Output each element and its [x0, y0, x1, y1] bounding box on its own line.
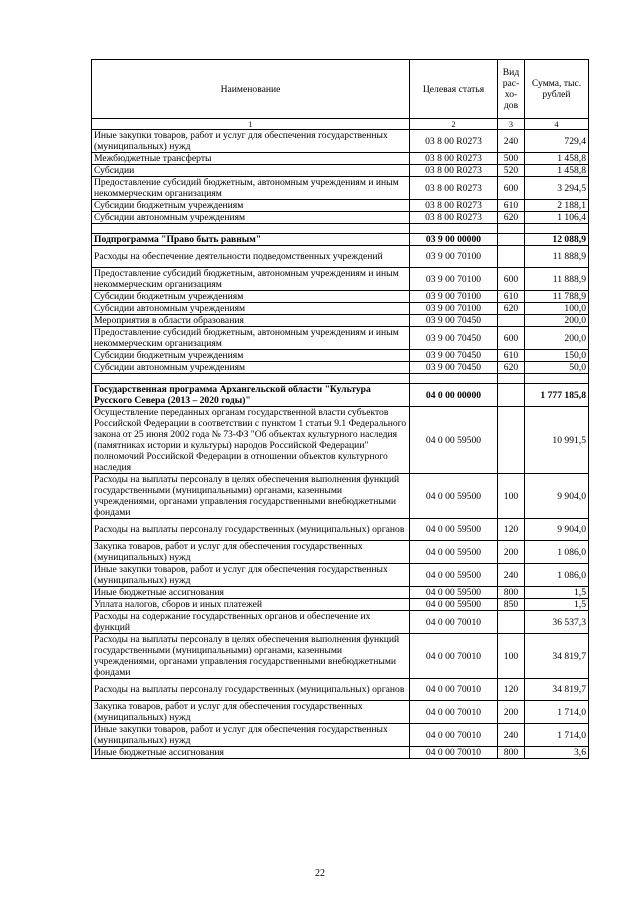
- table-row: [92, 200, 589, 212]
- row-type: 620: [498, 362, 525, 374]
- row-name: Расходы на обеспечение деятельности подведомственных учреждений: [92, 246, 410, 268]
- row-sum: 1 106,4: [525, 212, 589, 224]
- header-sum: Сумма, тыс. рублей: [525, 60, 589, 119]
- column-number: 4: [525, 119, 589, 130]
- column-number: 2: [410, 119, 498, 130]
- row-code: 03 9 00 70100: [410, 291, 498, 303]
- row-name: Субсидии бюджетным учреждениям: [92, 200, 410, 212]
- row-sum: 9 904,0: [525, 474, 589, 519]
- row-sum: [525, 224, 589, 234]
- row-sum: 1 086,0: [525, 541, 589, 564]
- row-sum: 9 904,0: [525, 519, 589, 541]
- row-sum: 150,0: [525, 350, 589, 362]
- table-row: [92, 701, 589, 724]
- table-body: [92, 130, 589, 759]
- row-name: Расходы на содержание государственных органов и обеспечение их функций: [92, 611, 410, 634]
- row-name: Расходы на выплаты персоналу в целях обеспечения выполнения функций государственными (муниципальными) органами, казенными учреждениями, органами управления государственными внебюджетными фондами: [92, 634, 410, 679]
- row-code: 03 8 00 R0273: [410, 200, 498, 212]
- row-code: 03 8 00 R0273: [410, 165, 498, 177]
- row-name: Субсидии бюджетным учреждениям: [92, 350, 410, 362]
- table-row: [92, 747, 589, 759]
- row-sum: 12 088,9: [525, 234, 589, 246]
- row-sum: 1 714,0: [525, 724, 589, 747]
- row-code: 04 0 00 70010: [410, 701, 498, 724]
- header-row: [92, 60, 589, 119]
- row-type: 600: [498, 327, 525, 350]
- row-code: 04 0 00 70010: [410, 679, 498, 701]
- table-row: [92, 587, 589, 599]
- row-type: 520: [498, 165, 525, 177]
- row-code: 03 9 00 70100: [410, 303, 498, 315]
- row-sum: 1,5: [525, 599, 589, 611]
- table-row: [92, 679, 589, 701]
- row-name: [92, 374, 410, 384]
- row-type: 500: [498, 153, 525, 165]
- row-type: [498, 407, 525, 474]
- table-row: [92, 474, 589, 519]
- table-row: [92, 234, 589, 246]
- row-sum: 1 458,8: [525, 165, 589, 177]
- spacer-row: [92, 374, 589, 384]
- row-name: Расходы на выплаты персоналу в целях обеспечения выполнения функций государственными (муниципальными) органами, казенными учреждениями, органами управления государственными внебюджетными фондами: [92, 474, 410, 519]
- row-code: 03 8 00 R0273: [410, 130, 498, 153]
- row-code: 04 0 00 59500: [410, 541, 498, 564]
- page-number: 22: [315, 868, 325, 879]
- row-name: Осуществление переданных органам государственной власти субъектов Российской Федерации в соответствии с пунктом 1 статьи 9.1 Федерального закона от 25 июня 2002 года № 73-ФЗ "Об объектах культурного наследия (памятниках истории и культуры) народов Российской Федерации" полномочий Российской Федерации в отношении объектов культурного наследия: [92, 407, 410, 474]
- row-code: 03 9 00 70450: [410, 327, 498, 350]
- row-type: 800: [498, 587, 525, 599]
- row-name: Закупка товаров, работ и услуг для обеспечения государственных (муниципальных) нужд: [92, 701, 410, 724]
- table-row: [92, 350, 589, 362]
- table-row: [92, 268, 589, 291]
- table-row: [92, 634, 589, 679]
- table-row: [92, 153, 589, 165]
- row-type: [498, 384, 525, 407]
- row-type: 100: [498, 474, 525, 519]
- row-sum: 1 458,8: [525, 153, 589, 165]
- row-code: 03 9 00 70450: [410, 315, 498, 327]
- row-type: [498, 611, 525, 634]
- row-code: [410, 224, 498, 234]
- row-name: Закупка товаров, работ и услуг для обеспечения государственных (муниципальных) нужд: [92, 541, 410, 564]
- table-row: [92, 564, 589, 587]
- row-name: Уплата налогов, сборов и иных платежей: [92, 599, 410, 611]
- row-type: 800: [498, 747, 525, 759]
- table-row: [92, 303, 589, 315]
- table-row: [92, 541, 589, 564]
- row-sum: 2 188,1: [525, 200, 589, 212]
- row-name: [92, 224, 410, 234]
- row-name: Государственная программа Архангельской области "Культура Русского Севера (2013 – 2020 годы)": [92, 384, 410, 407]
- row-type: 610: [498, 291, 525, 303]
- row-code: 03 9 00 70100: [410, 246, 498, 268]
- row-name: Субсидии автономным учреждениям: [92, 362, 410, 374]
- row-type: [498, 246, 525, 268]
- row-code: 04 0 00 70010: [410, 634, 498, 679]
- table-row: [92, 315, 589, 327]
- row-sum: 36 537,3: [525, 611, 589, 634]
- row-code: 04 0 00 70010: [410, 611, 498, 634]
- row-sum: 10 991,5: [525, 407, 589, 474]
- table-row: [92, 362, 589, 374]
- row-name: Субсидии бюджетным учреждениям: [92, 291, 410, 303]
- row-sum: [525, 374, 589, 384]
- row-code: 03 9 00 70100: [410, 268, 498, 291]
- row-name: Предоставление субсидий бюджетным, автономным учреждениям и иным некоммерческим организациям: [92, 327, 410, 350]
- table-row: [92, 177, 589, 200]
- spacer-row: [92, 224, 589, 234]
- row-name: Субсидии: [92, 165, 410, 177]
- row-sum: 200,0: [525, 327, 589, 350]
- row-type: 200: [498, 701, 525, 724]
- row-code: 03 8 00 R0273: [410, 177, 498, 200]
- table-row: [92, 165, 589, 177]
- row-type: 850: [498, 599, 525, 611]
- row-sum: 11 888,9: [525, 246, 589, 268]
- row-sum: 11 788,9: [525, 291, 589, 303]
- table-row: [92, 611, 589, 634]
- row-type: 120: [498, 519, 525, 541]
- row-type: 200: [498, 541, 525, 564]
- row-code: 04 0 00 00000: [410, 384, 498, 407]
- table-row: [92, 599, 589, 611]
- row-sum: 1 714,0: [525, 701, 589, 724]
- column-number: 1: [92, 119, 410, 130]
- row-code: 03 9 00 70450: [410, 350, 498, 362]
- row-code: 03 9 00 70450: [410, 362, 498, 374]
- row-sum: 200,0: [525, 315, 589, 327]
- row-sum: 100,0: [525, 303, 589, 315]
- row-type: [498, 374, 525, 384]
- table-row: [92, 291, 589, 303]
- row-name: Иные закупки товаров, работ и услуг для обеспечения государственных (муниципальных) нужд: [92, 130, 410, 153]
- row-name: Межбюджетные трансферты: [92, 153, 410, 165]
- row-code: 03 9 00 00000: [410, 234, 498, 246]
- row-type: 240: [498, 130, 525, 153]
- table-row: [92, 384, 589, 407]
- row-code: 04 0 00 59500: [410, 587, 498, 599]
- row-name: Подпрограмма "Право быть равным": [92, 234, 410, 246]
- row-code: 03 8 00 R0273: [410, 153, 498, 165]
- table-row: [92, 519, 589, 541]
- row-name: Предоставление субсидий бюджетным, автономным учреждениям и иным некоммерческим организациям: [92, 268, 410, 291]
- table-row: [92, 724, 589, 747]
- table-row: [92, 407, 589, 474]
- row-sum: 1,5: [525, 587, 589, 599]
- row-name: Иные закупки товаров, работ и услуг для обеспечения государственных (муниципальных) нужд: [92, 724, 410, 747]
- row-code: 04 0 00 59500: [410, 519, 498, 541]
- row-sum: 729,4: [525, 130, 589, 153]
- row-code: 04 0 00 59500: [410, 564, 498, 587]
- row-type: 600: [498, 177, 525, 200]
- row-code: 04 0 00 59500: [410, 474, 498, 519]
- row-sum: 1 086,0: [525, 564, 589, 587]
- table-row: [92, 246, 589, 268]
- row-sum: 50,0: [525, 362, 589, 374]
- row-code: 04 0 00 59500: [410, 407, 498, 474]
- header-code: Целевая статья: [410, 60, 498, 119]
- row-type: [498, 234, 525, 246]
- row-type: [498, 224, 525, 234]
- row-type: 600: [498, 268, 525, 291]
- table-row: [92, 130, 589, 153]
- row-type: [498, 315, 525, 327]
- row-name: Иные закупки товаров, работ и услуг для обеспечения государственных (муниципальных) нужд: [92, 564, 410, 587]
- row-name: Субсидии автономным учреждениям: [92, 303, 410, 315]
- row-name: Иные бюджетные ассигнования: [92, 747, 410, 759]
- row-type: 240: [498, 564, 525, 587]
- row-type: 610: [498, 350, 525, 362]
- row-sum: 3 294,5: [525, 177, 589, 200]
- row-code: 04 0 00 70010: [410, 724, 498, 747]
- row-code: [410, 374, 498, 384]
- table-row: [92, 212, 589, 224]
- header-type: Вид рас- хо- дов: [498, 60, 525, 119]
- row-name: Предоставление субсидий бюджетным, автономным учреждениям и иным некоммерческим организациям: [92, 177, 410, 200]
- row-name: Иные бюджетные ассигнования: [92, 587, 410, 599]
- row-code: 03 8 00 R0273: [410, 212, 498, 224]
- row-name: Мероприятия в области образования: [92, 315, 410, 327]
- row-type: 620: [498, 212, 525, 224]
- row-code: 04 0 00 70010: [410, 747, 498, 759]
- row-name: Субсидии автономным учреждениям: [92, 212, 410, 224]
- row-sum: 34 819,7: [525, 679, 589, 701]
- row-sum: 11 888,9: [525, 268, 589, 291]
- row-name: Расходы на выплаты персоналу государственных (муниципальных) органов: [92, 679, 410, 701]
- row-sum: 3,6: [525, 747, 589, 759]
- row-type: 620: [498, 303, 525, 315]
- row-code: 04 0 00 59500: [410, 599, 498, 611]
- row-sum: 34 819,7: [525, 634, 589, 679]
- row-type: 610: [498, 200, 525, 212]
- table-row: [92, 327, 589, 350]
- row-type: 100: [498, 634, 525, 679]
- column-number: 3: [498, 119, 525, 130]
- budget-table: [91, 59, 589, 759]
- header-name: Наименование: [92, 60, 410, 119]
- row-type: 240: [498, 724, 525, 747]
- row-sum: 1 777 185,8: [525, 384, 589, 407]
- row-type: 120: [498, 679, 525, 701]
- column-number-row: [92, 119, 589, 130]
- row-name: Расходы на выплаты персоналу государственных (муниципальных) органов: [92, 519, 410, 541]
